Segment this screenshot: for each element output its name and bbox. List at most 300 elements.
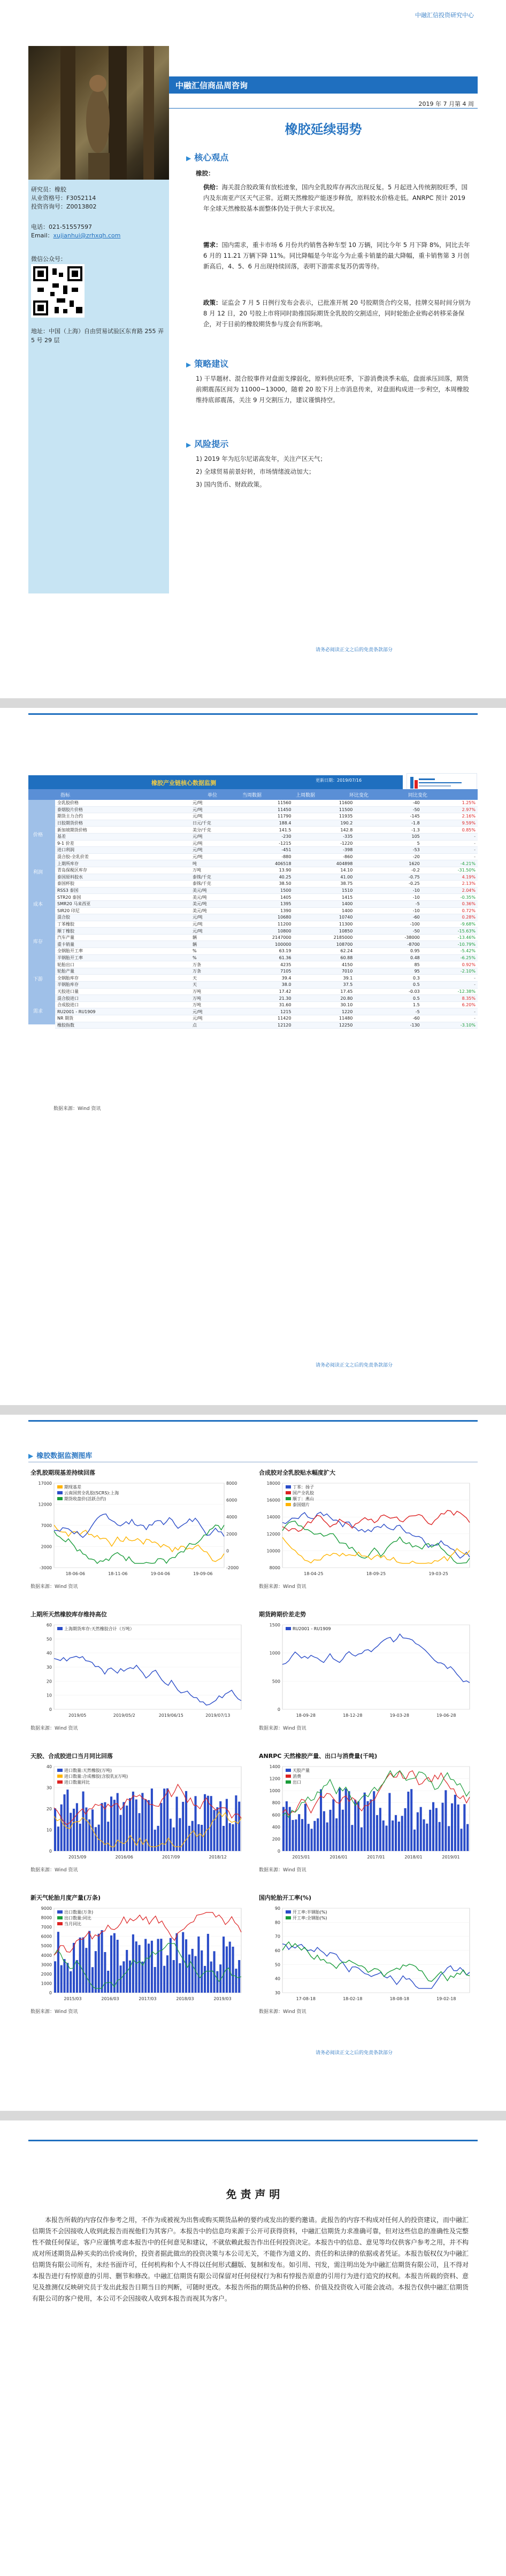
row-indicator: 青岛保税区库存 xyxy=(55,867,190,874)
row-last-week: 17.45 xyxy=(293,988,355,995)
legend-swatch xyxy=(57,1485,63,1488)
bar-mark xyxy=(361,1827,363,1851)
row-indicator: 全乳胶价格 xyxy=(55,800,190,806)
bar-mark xyxy=(423,1819,425,1851)
row-last-week: 7010 xyxy=(293,968,355,975)
bar-mark xyxy=(82,1938,85,1993)
disclaimer-title: 免 责 声 明 xyxy=(226,2188,280,2201)
monitor-heading: ▶ 橡胶数据监测图库 xyxy=(28,1452,93,1460)
bar-mark xyxy=(466,1824,469,1851)
bar-mark xyxy=(364,1793,366,1851)
table-row xyxy=(55,968,478,975)
x-tick-label: 18-11-06 xyxy=(108,1571,128,1576)
row-this-week: 188.4 xyxy=(232,820,294,827)
y-tick-label: 1500 xyxy=(269,1623,280,1628)
chart-title: 全乳胶期现基差持续回落 xyxy=(30,1469,95,1476)
disclaimer-text: 本报告所载的内容仅作参考之用，不作为或被视为出售或购买期货品种的要约或发出的要约邀请。此报告的内容不构成对任何人的投资建议，而中融汇信期货不会因接收人收到此报告而视他们为其客户。本报告中的信息均来源于公开可获得资料，中融汇信期货力求准确可靠，但对这些信息的准确性及完整性不做任何保证，客户应谨慎考虑本报告中的任何意见和建议，不就依赖此报告作出任何投资决定。本报告中的信息、意见等均仅供客户参考之用，并不构成对所述期货品种买卖的出价或询价，投资者据此做出的投资决策与本公司无关，不能作为道义的、责任的和法律的依据或者凭证。本报告版权仅为中融汇信期货有限公司所有，未经书面许可，任何机构和个人不得以任何形式翻版、复制和发布。如引用、刊发，需注明出处为中融汇信期货有限公司，且不得对本报告进行有悖原意的引用、删节和修改。中融汇信期货有限公司保留对任何侵权行为和有悖报告原意的引用行为进行追究的权利。本报告所载的资料、意见及推测仅反映研究员于发出此报告日期当日的判断，可随时更改。本报告所指的期货品种的价格、价值及投资收入可能会波动。本报告仅供中融汇信期货有限公司的客户使用，本公司不会因接收人收到本报告而视其为客户。 xyxy=(32,2216,469,2302)
chart-5 xyxy=(28,1752,248,1875)
bar-mark xyxy=(73,1809,75,1851)
y-tick-label: 1000 xyxy=(269,1788,280,1794)
table-col-header xyxy=(28,789,478,800)
row-indicator: SMR20 马来西亚 xyxy=(55,900,190,907)
bar-mark xyxy=(426,1824,428,1851)
bar-mark xyxy=(448,1826,450,1851)
y-tick-label: 60 xyxy=(46,1623,52,1628)
row-indicator: 半钢胎开工率 xyxy=(55,954,190,961)
row-last-week: -335 xyxy=(293,833,355,840)
bar-mark xyxy=(54,1961,56,1993)
bar-mark xyxy=(132,1792,134,1851)
x-tick-label: 18-02-18 xyxy=(343,1996,363,2001)
row-unit: 元/吨 xyxy=(190,833,232,840)
row-this-week: 7105 xyxy=(232,968,294,975)
bar-mark xyxy=(129,1798,131,1851)
bar-mark xyxy=(91,1967,94,1993)
row-last-week: 11935 xyxy=(293,813,355,820)
row-last-week: -1220 xyxy=(293,840,355,847)
table-title: 橡胶产业链核心数据监测 xyxy=(151,780,216,786)
bar-mark xyxy=(191,1949,194,1993)
row-yoy: 1.25% xyxy=(422,800,478,806)
bar-mark xyxy=(101,1930,103,1993)
y-tick-label: 8000 xyxy=(269,1565,280,1570)
bar-mark xyxy=(386,1826,388,1851)
bar-mark xyxy=(226,1799,228,1851)
y-tick-label: 9000 xyxy=(41,1906,52,1911)
bar-mark xyxy=(417,1813,419,1851)
col-unit: 单位 xyxy=(208,793,218,798)
table-row xyxy=(55,813,478,820)
row-this-week: 38.50 xyxy=(232,881,294,888)
bar-mark xyxy=(154,1967,156,1993)
legend-swatch xyxy=(286,1769,291,1772)
table-row xyxy=(55,887,478,894)
demand-label: 需求： xyxy=(203,241,222,249)
bar-mark xyxy=(339,1788,341,1851)
group-downstream: 下游 xyxy=(33,977,43,982)
table-row xyxy=(55,941,478,948)
chart-title: ANRPC 天然橡胶产量、出口与消费量(千吨) xyxy=(259,1753,378,1760)
legend-label: 丁苯：扬子 xyxy=(293,1485,314,1490)
bar-mark xyxy=(329,1810,332,1851)
chart-svg xyxy=(257,1903,476,2007)
legend-swatch xyxy=(57,1491,63,1494)
y-tick-label: -3000 xyxy=(39,1565,52,1570)
chart-8 xyxy=(257,1893,476,2016)
bar-mark xyxy=(213,1810,216,1851)
legend-label: 开工率:全钢胎(%) xyxy=(293,1916,327,1921)
row-this-week: -1215 xyxy=(232,840,294,847)
legend-swatch xyxy=(286,1497,291,1500)
y-tick-label: 40 xyxy=(46,1764,52,1769)
row-yoy: -0.35% xyxy=(422,894,478,901)
bar-mark xyxy=(120,1815,122,1851)
table-row xyxy=(55,1008,478,1015)
group-demand: 需求 xyxy=(33,1009,43,1014)
row-yoy: -12.38% xyxy=(422,988,478,995)
bar-mark xyxy=(76,1960,78,1993)
legend-label: 开工率:半钢胎(%) xyxy=(293,1910,327,1915)
row-wow: -1.3 xyxy=(355,827,421,834)
row-indicator: 泰国杯胶 xyxy=(55,881,190,888)
bar-mark xyxy=(432,1802,434,1851)
bar-mark xyxy=(135,1941,137,1993)
legend-label: 云南国营全乳胶(SCRS):上海 xyxy=(64,1491,119,1495)
table-row xyxy=(55,988,478,995)
row-indicator: 橡胶指数 xyxy=(55,1022,190,1029)
page3-footer: 请务必阅读正文之后的免责条款部分 xyxy=(316,2050,393,2056)
row-wow: 0.5 xyxy=(355,982,421,989)
chart-title: 国内轮胎开工率(%) xyxy=(259,1894,312,1901)
row-this-week: 12120 xyxy=(232,1022,294,1029)
table-row xyxy=(55,982,478,989)
col-yoy: 同比变化 xyxy=(408,793,428,798)
row-indicator: 重卡销量 xyxy=(55,941,190,948)
row-unit: 元/吨 xyxy=(190,813,232,820)
bar-mark xyxy=(204,1966,206,1993)
row-last-week: 1415 xyxy=(293,894,355,901)
row-this-week: 1500 xyxy=(232,887,294,894)
bar-mark xyxy=(98,1934,100,1993)
y2-tick-label: -2000 xyxy=(226,1565,239,1570)
row-last-week: 20.80 xyxy=(293,995,355,1002)
table-date-label: 更新日期：2019/07/16 xyxy=(316,778,362,783)
report-name: 中融汇信商品周咨询 xyxy=(175,81,248,90)
analyst-email-row xyxy=(31,231,120,240)
legend-swatch xyxy=(286,1910,291,1914)
bar-mark xyxy=(95,1951,97,1993)
row-unit: 元/吨 xyxy=(190,840,232,847)
bar-mark xyxy=(229,1942,231,1993)
row-last-week: 1400 xyxy=(293,907,355,914)
y-tick-label: 2000 xyxy=(41,1544,52,1549)
header-center: 中融汇信投资研究中心 xyxy=(415,12,474,19)
page1-footer: 请务必阅读正文之后的免责条款部分 xyxy=(316,647,393,653)
y-tick-label: 10000 xyxy=(266,1548,280,1554)
legend-swatch xyxy=(57,1916,63,1919)
table-row xyxy=(55,853,478,860)
row-this-week: 4235 xyxy=(232,961,294,968)
bar-mark xyxy=(54,1808,56,1851)
row-this-week: 11450 xyxy=(232,806,294,813)
row-indicator: 汽车产量 xyxy=(55,934,190,941)
supply-para xyxy=(203,182,473,214)
row-unit: 元/吨 xyxy=(190,806,232,813)
row-last-week: 2185000 xyxy=(293,934,355,941)
rubber-tree-photo-illustration xyxy=(28,46,169,180)
row-unit: 泰铢/千克 xyxy=(190,881,232,888)
y-tick-label: 30 xyxy=(274,1991,280,1995)
chart-source: 数据来源：Wind 资讯 xyxy=(259,1868,306,1873)
row-indicator: 丁苯橡胶 xyxy=(55,921,190,928)
row-indicator: 期货主力合约 xyxy=(55,813,190,820)
x-tick-label: 2015/03 xyxy=(64,1996,82,2001)
row-this-week: 11790 xyxy=(232,813,294,820)
bar-mark xyxy=(148,1943,150,1993)
bar-mark xyxy=(207,1796,209,1851)
row-yoy: -5.42% xyxy=(422,948,478,955)
table-source: 数据来源：Wind 资讯 xyxy=(53,1106,101,1112)
bar-mark xyxy=(351,1825,353,1851)
y-tick-label: 0 xyxy=(49,1991,52,1995)
row-wow: 0.48 xyxy=(355,954,421,961)
row-last-week: 404898 xyxy=(293,860,355,867)
bar-mark xyxy=(354,1800,356,1851)
row-last-week: 14.10 xyxy=(293,867,355,874)
bar-mark xyxy=(210,1962,212,1993)
bar-mark xyxy=(64,1959,66,1993)
legend-swatch xyxy=(286,1775,291,1778)
row-wow: -145 xyxy=(355,813,421,820)
report-date: 2019 年 7 月第 4 周 xyxy=(418,101,474,107)
bar-mark xyxy=(370,1799,372,1851)
bar-mark xyxy=(107,1971,109,1993)
legend-swatch xyxy=(57,1775,63,1778)
bar-mark xyxy=(101,1803,103,1851)
bar-mark xyxy=(66,1790,68,1851)
row-unit: 点 xyxy=(190,1022,232,1029)
bar-mark xyxy=(104,1952,106,1993)
row-wow: -60 xyxy=(355,914,421,921)
row-wow: 85 xyxy=(355,961,421,968)
x-tick-label: 2019/03 xyxy=(213,1996,232,2001)
y-tick-label: 16000 xyxy=(266,1498,280,1503)
bar-mark xyxy=(157,1939,159,1993)
bar-mark xyxy=(311,1829,313,1851)
row-wow: -38000 xyxy=(355,934,421,941)
row-last-week: 41.00 xyxy=(293,874,355,881)
y-tick-label: 1200 xyxy=(269,1776,280,1781)
bar-mark xyxy=(420,1807,422,1851)
table-row xyxy=(55,827,478,834)
row-yoy: 2.13% xyxy=(422,881,478,888)
y-tick-label: 3000 xyxy=(41,1962,52,1968)
row-indicator: 混合胶-全乳价差 xyxy=(55,853,190,860)
row-last-week: 11500 xyxy=(293,806,355,813)
bar-mark xyxy=(454,1795,456,1851)
chart-svg xyxy=(28,1903,248,2007)
bar-mark xyxy=(201,1950,203,1993)
x-tick-label: 2016/03 xyxy=(101,1996,119,2001)
col-last-week: 上周数据 xyxy=(296,793,316,798)
legend-label: 进口数量同比 xyxy=(64,1780,90,1785)
row-last-week: 10740 xyxy=(293,914,355,921)
bar-mark xyxy=(232,1824,234,1851)
bar-mark xyxy=(304,1804,306,1851)
row-wow: 0.3 xyxy=(355,975,421,982)
bar-mark xyxy=(113,1933,116,1993)
bar-mark xyxy=(117,1940,119,1993)
row-yoy: - xyxy=(422,840,478,847)
y-tick-label: 30 xyxy=(46,1785,52,1791)
legend-label: 上海期货库存:天然橡胶合计（万吨） xyxy=(64,1626,134,1631)
chart-title: 上期所天然橡胶库存维持高位 xyxy=(30,1611,107,1618)
bar-mark xyxy=(170,1938,172,1993)
y-tick-label: 1400 xyxy=(269,1764,280,1769)
legend-label: 顺丁：燕山 xyxy=(293,1497,314,1501)
row-unit: 万吨 xyxy=(190,995,232,1002)
row-yoy: -6.25% xyxy=(422,954,478,961)
bar-mark xyxy=(298,1814,300,1851)
row-unit: 万吨 xyxy=(190,867,232,874)
row-wow: 1620 xyxy=(355,860,421,867)
table-row xyxy=(55,867,478,874)
legend-swatch xyxy=(286,1491,291,1494)
bar-mark xyxy=(91,1809,94,1851)
row-unit: 万条 xyxy=(190,961,232,968)
y-tick-label: 0 xyxy=(277,1849,280,1854)
row-wow: 5 xyxy=(355,840,421,847)
row-indicator: 泰烟胶片价格 xyxy=(55,806,190,813)
bar-mark xyxy=(367,1801,369,1851)
chart-source: 数据来源：Wind 资讯 xyxy=(30,1726,78,1731)
y2-tick-label: 0 xyxy=(226,1548,229,1554)
row-last-week: -398 xyxy=(293,847,355,854)
y-tick-label: 70 xyxy=(274,1934,280,1939)
table-row xyxy=(55,800,478,806)
legend-swatch xyxy=(286,1503,291,1506)
row-unit: 美元/吨 xyxy=(190,894,232,901)
bar-mark xyxy=(85,1948,87,1993)
y2-tick-label: 4000 xyxy=(226,1515,237,1520)
x-tick-label: 18-04-25 xyxy=(304,1571,324,1576)
top-rule-4 xyxy=(28,2140,478,2141)
table-row xyxy=(55,840,478,847)
x-tick-label: 18-12-28 xyxy=(343,1713,363,1718)
table-row xyxy=(55,833,478,840)
row-yoy: 0.36% xyxy=(422,900,478,907)
risk-item-3: 3) 国内货币、财政政策。 xyxy=(196,481,266,488)
chart-title: 天胶、合成胶进口当月同比回落 xyxy=(30,1753,113,1760)
legend-label: 出口数量(万条) xyxy=(64,1910,94,1915)
chart-svg xyxy=(257,1619,476,1723)
core-heading-text: 核心观点 xyxy=(194,152,229,163)
y-tick-label: 0 xyxy=(49,1707,52,1712)
row-unit: % xyxy=(190,948,232,955)
policy-para xyxy=(203,297,473,329)
row-wow: -60 xyxy=(355,1015,421,1022)
row-last-week: 1220 xyxy=(293,1008,355,1015)
bar-mark xyxy=(232,1947,234,1993)
row-yoy: -4.21% xyxy=(422,860,478,867)
bar-mark xyxy=(451,1803,453,1851)
y-tick-label: 50 xyxy=(274,1962,280,1968)
row-unit: 元/吨 xyxy=(190,1008,232,1015)
legend-label: 期货收盘价(活跃合约) xyxy=(64,1497,106,1501)
legend-swatch xyxy=(57,1780,63,1784)
table-row xyxy=(55,874,478,881)
bar-mark xyxy=(197,1937,200,1993)
bar-mark xyxy=(238,1802,240,1851)
group-profit: 利润 xyxy=(33,870,43,875)
x-tick-label: 18-06-06 xyxy=(65,1571,85,1576)
row-yoy: 0.28% xyxy=(422,914,478,921)
chart-2 xyxy=(257,1468,476,1591)
row-unit: 天 xyxy=(190,975,232,982)
col-wow: 环比变化 xyxy=(349,793,369,798)
y-tick-label: 200 xyxy=(272,1837,280,1842)
chart-svg xyxy=(28,1619,248,1723)
y-tick-label: 14000 xyxy=(266,1515,280,1520)
row-last-week: 62.24 xyxy=(293,948,355,955)
row-indicator: 全钢胎开工率 xyxy=(55,948,190,955)
y-tick-label: 6000 xyxy=(41,1934,52,1939)
x-tick-label: 2015/01 xyxy=(292,1855,310,1860)
bar-mark xyxy=(163,1966,165,1993)
bar-mark xyxy=(282,1807,285,1851)
y-tick-label: 500 xyxy=(272,1679,280,1684)
row-this-week: 38.0 xyxy=(232,982,294,989)
row-unit: 美元/吨 xyxy=(190,900,232,907)
bar-mark xyxy=(207,1934,209,1993)
bar-mark xyxy=(66,1963,68,1993)
row-wow: -5 xyxy=(355,900,421,907)
x-tick-label: 2018/01 xyxy=(404,1855,423,1860)
row-wow: 0.5 xyxy=(355,995,421,1002)
row-wow: -10 xyxy=(355,894,421,901)
x-tick-label: 19-09-06 xyxy=(193,1571,213,1576)
row-indicator: STR20 泰国 xyxy=(55,894,190,901)
analyst-cert1: 从业资格号：F3052114 xyxy=(31,195,96,202)
chart-source: 数据来源：Wind 资讯 xyxy=(30,1584,78,1590)
x-tick-label: 2016/06 xyxy=(115,1855,133,1860)
row-last-week: 30.10 xyxy=(293,1001,355,1008)
legend-label: RU2001 - RU1909 xyxy=(293,1626,331,1631)
y-tick-label: 7000 xyxy=(41,1925,52,1930)
bar-mark xyxy=(95,1827,97,1851)
row-unit: 元/吨 xyxy=(190,914,232,921)
chart-source: 数据来源：Wind 资讯 xyxy=(259,2009,306,2015)
row-last-week: 38.75 xyxy=(293,881,355,888)
row-wow: -100 xyxy=(355,921,421,928)
bar-mark xyxy=(195,1956,197,1993)
bar-mark xyxy=(157,1826,159,1851)
row-wow: -53 xyxy=(355,847,421,854)
bar-mark xyxy=(151,1941,153,1993)
row-yoy: - xyxy=(422,853,478,860)
legend-label: 进口数量:天然橡胶(万吨) xyxy=(64,1768,112,1773)
bar-mark xyxy=(401,1816,403,1851)
table-row xyxy=(55,907,478,914)
row-indicator: 轮胎产量 xyxy=(55,968,190,975)
legend-swatch xyxy=(57,1910,63,1914)
bar-mark xyxy=(216,1971,218,1993)
bar-mark xyxy=(139,1945,141,1993)
chart-title: 合成胶对全乳胶贴水幅度扩大 xyxy=(259,1469,335,1476)
email-link[interactable]: xujianhui@zrhxqh.com xyxy=(53,232,121,239)
bar-mark xyxy=(335,1818,338,1851)
bar-mark xyxy=(444,1790,447,1851)
chart-svg xyxy=(257,1478,476,1582)
bar-mark xyxy=(404,1808,407,1851)
bar-mark xyxy=(439,1822,441,1851)
row-unit: 辆 xyxy=(190,934,232,941)
row-this-week: 63.19 xyxy=(232,948,294,955)
y2-tick-label: 2000 xyxy=(226,1531,237,1537)
y-tick-label: 10 xyxy=(46,1693,52,1698)
date-rule xyxy=(169,108,478,109)
supply-text: 海关混合胶政策有放松迹象，国内全乳胶库存再次出现反复。5 月起进入传统割胶旺季，国内及东南亚产区天气正常。近期天然橡胶产能逐步释放，原料胶水价格走低。ANRPC 预计 2019 年全球天然橡胶基本面整体仍处于供大于求状况。 xyxy=(203,183,467,212)
table-row xyxy=(55,847,478,854)
bar-mark xyxy=(413,1830,416,1851)
analyst-address: 地址：中国（上海）自由贸易试验区东育路 255 弄 5 号 29 层 xyxy=(31,328,164,344)
legend-swatch xyxy=(57,1627,63,1630)
row-last-week: -860 xyxy=(293,853,355,860)
row-yoy: 2.04% xyxy=(422,887,478,894)
y-tick-label: 30 xyxy=(46,1665,52,1670)
row-this-week: 11200 xyxy=(232,921,294,928)
row-unit: 元/吨 xyxy=(190,928,232,935)
